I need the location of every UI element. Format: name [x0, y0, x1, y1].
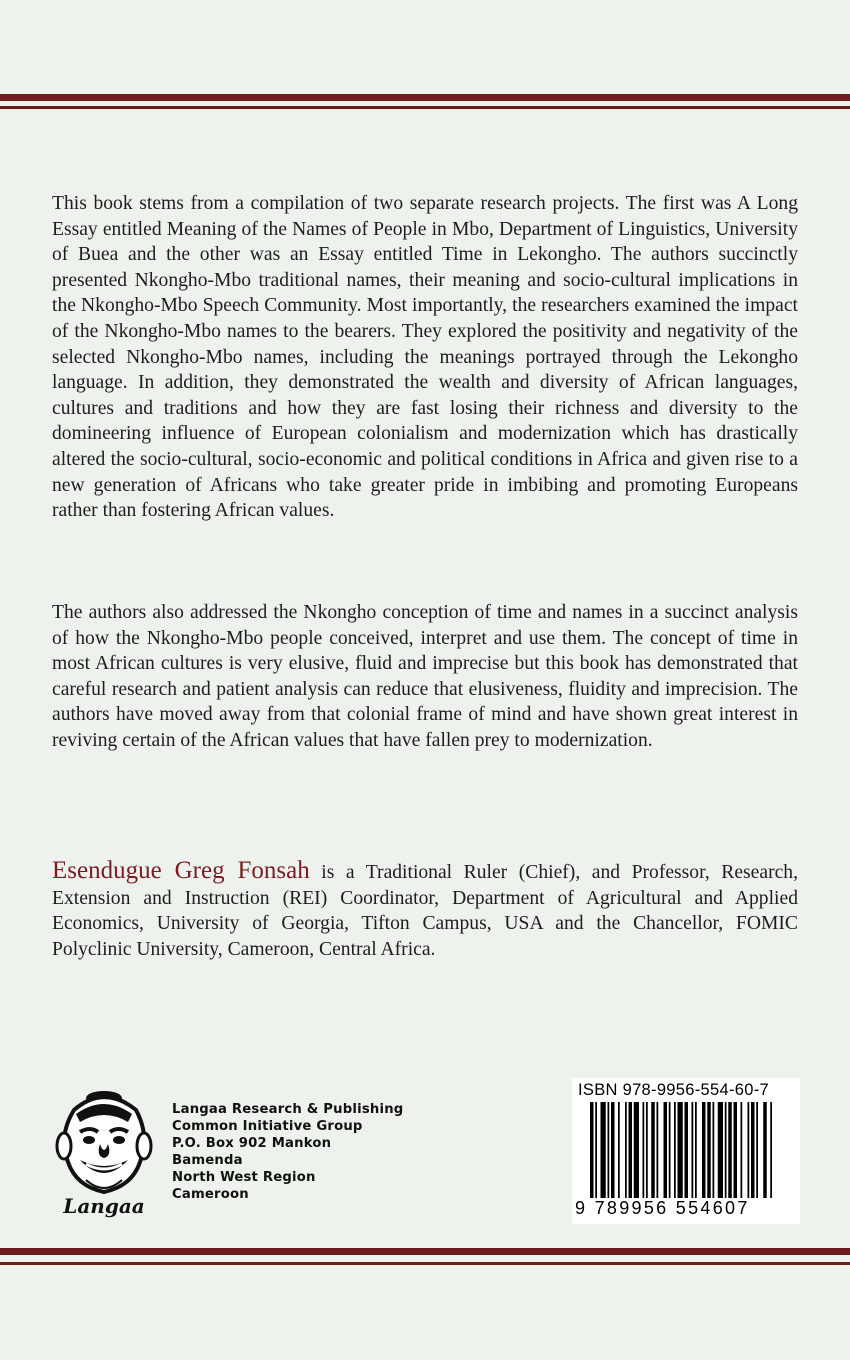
barcode-bar — [702, 1102, 706, 1202]
publisher-line: Bamenda — [172, 1153, 243, 1168]
barcode-bar — [657, 1102, 659, 1202]
barcode-bar — [718, 1102, 723, 1202]
barcode-bar — [751, 1102, 755, 1202]
bottom-rule-thin — [0, 1262, 850, 1265]
barcode-bar — [678, 1102, 683, 1202]
barcode-bar — [669, 1102, 671, 1202]
barcode-bar — [643, 1102, 645, 1202]
barcode-bar — [625, 1102, 627, 1202]
barcode-bar — [756, 1102, 758, 1202]
barcode-bar — [695, 1102, 697, 1202]
bottom-rule-thick — [0, 1248, 850, 1255]
barcode-bar — [685, 1102, 689, 1202]
barcode-bar — [611, 1102, 615, 1202]
publisher-line: Langaa Research & Publishing — [172, 1102, 404, 1117]
author-bio — [52, 858, 798, 962]
barcode-bar — [707, 1102, 711, 1202]
top-rule-thin — [0, 106, 850, 109]
barcode-bar — [734, 1102, 738, 1202]
barcode-bar — [629, 1102, 633, 1202]
barcode-bar — [674, 1102, 676, 1202]
barcode-bar — [725, 1102, 727, 1202]
barcode-bar — [646, 1102, 648, 1202]
langaa-logo — [52, 1088, 160, 1218]
isbn-label: ISBN 978-9956-554-60-7 — [578, 1081, 769, 1099]
barcode-bar — [692, 1102, 694, 1202]
publisher-line: Common Initiative Group — [172, 1119, 363, 1134]
publisher-line: P.O. Box 902 Mankon — [172, 1136, 332, 1151]
barcode-digits: 9 789956 554607 — [575, 1198, 797, 1219]
barcode-bar — [595, 1102, 597, 1202]
barcode-bar — [601, 1102, 606, 1202]
publisher-line: Cameroon — [172, 1187, 249, 1202]
barcode-bar — [741, 1102, 743, 1202]
barcode-bar — [763, 1102, 767, 1202]
blurb-paragraph-2: The authors also addressed the Nkongho conception of time and names in a succinct analysis of how the Nkongho-Mbo people conceived, interpret and use them. The concept of time in most African cultures is very elusive, fluid and imprecise but this book has demonstrated that careful research and patient analysis can reduce that elusiveness, fluidity and imprecision. The authors have moved away from that colonial frame of mind and have shown great interest in reviving certain of the African values that have fallen prey to modernization. — [52, 602, 798, 751]
barcode-bar — [618, 1102, 620, 1202]
publisher-line: North West Region — [172, 1170, 316, 1185]
barcode-bars — [574, 1102, 798, 1202]
barcode-bar — [713, 1102, 715, 1202]
barcode-bar — [664, 1102, 668, 1202]
isbn-barcode — [572, 1078, 800, 1224]
author-bio-text: is a Traditional Ruler (Chief), and Professor, Research, Extension and Instruction (REI) Coordinator, Department of Agricultural and Applied Economics, University of Georgia, Tifton Campus, USA and the Chancellor, FOMIC Polyclinic University, Cameroon, Central Africa. — [52, 862, 798, 960]
barcode-bar — [770, 1102, 772, 1202]
barcode-bar — [590, 1102, 594, 1202]
barcode-bar — [608, 1102, 610, 1202]
barcode-bar — [728, 1102, 732, 1202]
barcode-bar — [634, 1102, 639, 1202]
barcode-bar — [651, 1102, 655, 1202]
publisher-address — [172, 1101, 472, 1203]
barcode-bar — [748, 1102, 750, 1202]
top-rule-thick — [0, 94, 850, 101]
langaa-logo-text: Langaa — [63, 1194, 145, 1218]
author-name: Esendugue Greg Fonsah — [52, 857, 310, 884]
blurb-paragraph-1: This book stems from a compilation of two separate research projects. The first was A Long Essay entitled Meaning of the Names of People in Mbo, Department of Linguistics, University of Buea and the other was an Essay entitled Time in Lekongho. The authors succinctly presented Nkongho-Mbo traditional names, their meaning and socio-cultural implications in the Nkongho-Mbo Speech Community. Most importantly, the researchers examined the impact of the Nkongho-Mbo names to the bearers. They explored the positivity and negativity of the selected Nkongho-Mbo names, including the meanings portrayed through the Lekongho language. In addition, they demonstrated the wealth and diversity of African languages, cultures and traditions and how they are fast losing their richness and diversity to the domineering influence of European colonialism and modernization which has drastically altered the socio-cultural, socio-economic and political conditions in Africa and given rise to a new generation of Africans who take greater pride in imbibing and promoting Europeans rather than fostering African values. — [52, 193, 798, 522]
